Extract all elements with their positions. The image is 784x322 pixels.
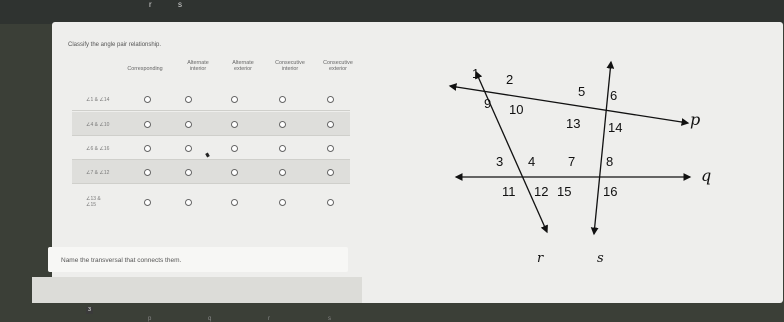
- angle-label-13: 13: [566, 116, 581, 131]
- angle-label-1: 1: [472, 66, 480, 81]
- choice-p[interactable]: p: [148, 316, 152, 322]
- question-number-badge: 3: [86, 307, 93, 314]
- line-label-r: r: [537, 251, 544, 266]
- row-label: ∠6 & ∠16: [86, 146, 110, 152]
- column-header-consecutive-exterior: Consecutive exterior: [323, 60, 353, 72]
- column-header-corresponding: Corresponding: [127, 66, 163, 72]
- column-header-alternate-interior: Alternate interior: [187, 60, 209, 72]
- choice-r[interactable]: r: [268, 316, 270, 322]
- angle-label-9: 9: [484, 96, 492, 111]
- row-label: ∠13 & ∠15: [86, 196, 101, 208]
- angle-label-5: 5: [578, 84, 586, 99]
- angle-label-14: 14: [608, 120, 623, 135]
- question-text: Classify the angle pair relationship.: [68, 42, 162, 48]
- row-label: ∠7 & ∠12: [86, 170, 110, 176]
- angle-label-7: 7: [568, 154, 576, 169]
- line-s: [594, 62, 614, 234]
- row-label: ∠4 & ∠10: [86, 122, 110, 128]
- angle-label-4: 4: [528, 154, 536, 169]
- angle-label-16: 16: [603, 184, 618, 199]
- choice-q[interactable]: q: [208, 316, 212, 322]
- angle-label-2: 2: [506, 72, 514, 87]
- angle-label-6: 6: [610, 88, 618, 103]
- angle-label-10: 10: [509, 102, 524, 117]
- name-transversal-question: Name the transversal that connects them.: [61, 257, 182, 264]
- line-label-p: p: [690, 110, 701, 129]
- top-var-s: s: [178, 0, 182, 9]
- angle-label-11: 11: [502, 184, 516, 199]
- line-label-s: s: [597, 251, 604, 266]
- column-header-consecutive-interior: Consecutive interior: [275, 60, 305, 72]
- row-label: ∠1 & ∠14: [86, 97, 110, 103]
- angle-label-12: 12: [534, 184, 549, 199]
- angle-label-15: 15: [557, 184, 572, 199]
- top-var-r: r: [149, 0, 152, 9]
- column-header-alternate-exterior: Alternate exterior: [232, 60, 254, 72]
- angle-label-3: 3: [496, 154, 504, 169]
- choice-s[interactable]: s: [328, 316, 331, 322]
- angle-label-8: 8: [606, 154, 614, 169]
- line-label-q: q: [701, 166, 712, 185]
